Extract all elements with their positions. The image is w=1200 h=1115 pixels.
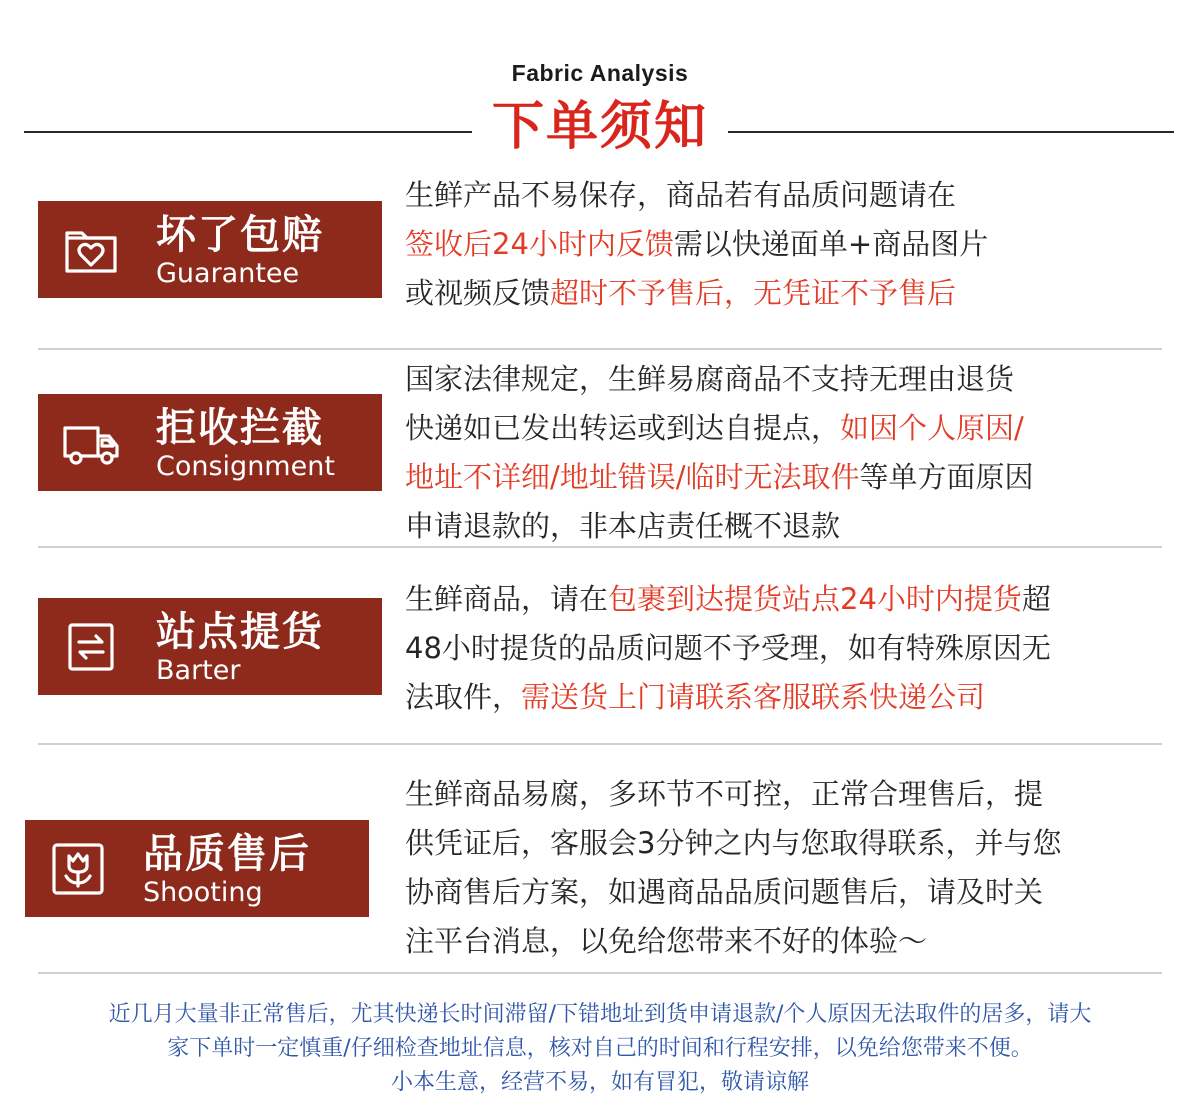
description-line [405,770,1061,819]
highlight-text: 如因个人原因/ [840,411,1024,445]
notice-block [0,998,1200,1100]
section-divider [38,743,1162,745]
description-line [405,819,1061,868]
section-description-guarantee [405,171,988,318]
body-text: 生鲜产品不易保存，商品若有品质问题请在 [405,178,957,212]
notice-line: 小本生意，经营不易，如有冒犯，敬请谅解 [390,1070,809,1095]
delivery-truck-icon [62,414,120,472]
body-text: 生鲜商品，请在 [405,582,609,616]
section-divider [38,348,1162,350]
body-text: 供凭证后，客服会3分钟之内与您取得联系，并与您 [405,826,1062,860]
body-text: 生鲜商品易腐，多环节不可控，正常合理售后，提 [405,777,1044,811]
header-divider-right [728,131,1174,133]
highlight-text: 地址不详细/地址错误/临时无法取件 [405,460,860,494]
notice-line: 家下单时一定慎重/仔细检查地址信息，核对自己的时间和行程安排，以免给您带来不便。 [167,1036,1033,1061]
body-text: 国家法律规定，生鲜易腐商品不支持无理由退货 [405,362,1015,396]
section-description-consignment [405,355,1034,551]
section-title-cn: 坏了包赔 [156,212,324,258]
section-title-cn: 站点提货 [156,609,324,655]
description-line [405,355,1034,404]
exchange-arrows-icon [62,618,120,676]
description-line [405,502,1034,551]
section-title-cn: 品质售后 [143,831,311,877]
section-description-barter [405,575,1051,722]
description-line [405,171,988,220]
highlight-text: 超时不予售后，无凭证不予售后 [550,276,957,310]
section-label-guarantee [38,201,382,298]
section-label-barter [38,598,382,695]
description-line [405,575,1051,624]
body-text: 快递如已发出转运或到达自提点， [405,411,841,445]
section-divider [38,972,1162,974]
section-divider [38,546,1162,548]
description-line [405,453,1034,502]
body-text: 申请退款的，非本店责任概不退款 [405,509,841,543]
page-title: 下单须知 [491,97,708,157]
body-text: 法取件， [405,680,522,714]
body-text: 48小时提货的品质问题不予受理，如有特殊原因无 [405,631,1051,665]
section-title-en: Shooting [143,877,263,908]
notice-line: 近几月大量非正常售后，尤其快递长时间滞留/下错地址到货申请退款/个人原因无法取件的居多，请大 [108,1002,1092,1027]
description-line [405,404,1034,453]
header-subtitle: Fabric Analysis [511,60,689,86]
description-line [405,917,1061,966]
section-title-en: Barter [156,655,241,686]
section-label-shooting [25,820,369,917]
body-text: 需以快递面单+商品图片 [673,227,989,261]
description-line [405,220,988,269]
description-line [405,868,1061,917]
body-text: 等单方面原因 [859,460,1034,494]
highlight-text: 签收后24小时内反馈 [405,227,674,261]
body-text: 协商售后方案，如遇商品品质问题售后，请及时关 [405,875,1044,909]
section-description-shooting [405,770,1061,966]
description-line [405,269,988,318]
body-text: 或视频反馈 [405,276,551,310]
body-text: 超 [1021,582,1051,616]
body-text: 注平台消息，以免给您带来不好的体验～ [405,924,928,958]
section-title-en: Guarantee [156,258,300,289]
tulip-flower-icon [49,840,107,898]
section-title-cn: 拒收拦截 [156,405,324,451]
description-line [405,624,1051,673]
description-line [405,673,1051,722]
heart-folder-icon [62,221,120,279]
section-title-en: Consignment [156,451,335,482]
highlight-text: 包裹到达提货站点24小时内提货 [608,582,1022,616]
header-divider-left [24,131,472,133]
highlight-text: 需送货上门请联系客服联系快递公司 [521,680,986,714]
section-label-consignment [38,394,382,491]
